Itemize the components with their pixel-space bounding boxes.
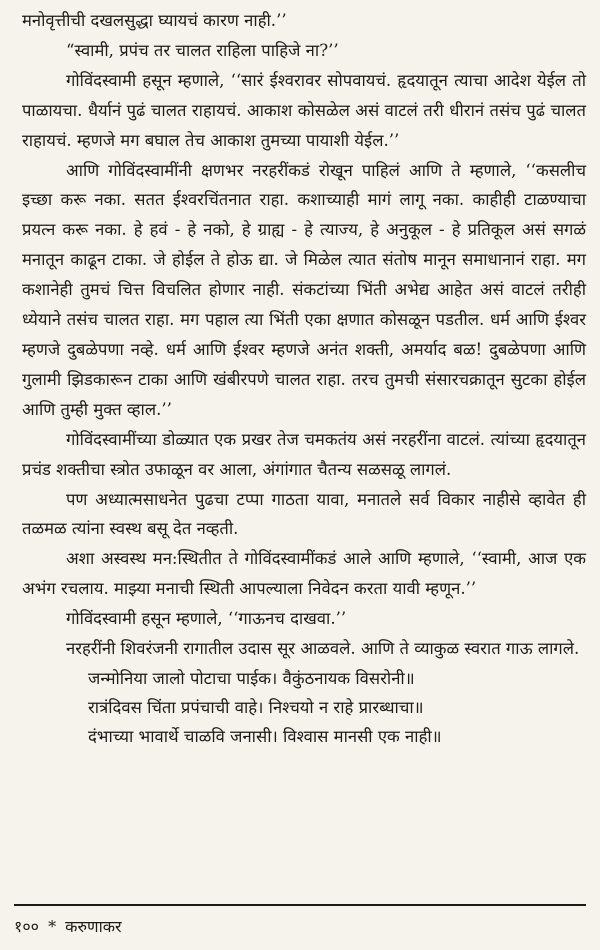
- paragraph-7: अशा अस्वस्थ मन:स्थितीत ते गोविंदस्वामींकडं आले आणि म्हणाले, ‘‘स्वामी, आज एक अभंग रचलाय. माझ्या मनाची स्थिती आपल्याला निवेदन करता यावी म्हणून.’’: [22, 549, 586, 599]
- paragraph-1: मनोवृत्तीची दखलसुद्धा घ्यायचं कारण नाही.’’: [22, 11, 287, 30]
- paragraph-5: गोविंदस्वामींच्या डोळ्यात एक प्रखर तेज चमकतंय असं नरहरींना वाटलं. त्यांच्या हृदयातून प्रचंड शक्तीचा स्त्रोत उफाळून वर आला, अंगांगात चैतन्य सळसळू लागलं.: [22, 429, 586, 479]
- verse-line-1: जन्मोनिया जालो पोटाचा पाईक। वैकुंठनायक विसरोनी॥: [88, 668, 415, 688]
- paragraph-8: गोविंदस्वामी हसून म्हणाले, ‘‘गाऊनच दाखवा.’’: [66, 609, 347, 629]
- paragraph-4: आणि गोविंदस्वामींनी क्षणभर नरहरींकडं रोखून पाहिलं आणि ते म्हणाले, ‘‘कसलीच इच्छा करू नका. सतत ईश्वरचिंतनात राहा. कशाच्याही मागं लागू नका. काहीही टाळण्याचा प्रयत्न करू नका. हे हवं - हे नको, हे ग्राह्य - हे त्याज्य, हे अनुकूल - हे प्रतिकूल असं सगळं मनातून काढून टाका. जे होईल ते होऊ द्या. जे मिळेल त्यात संतोष मानून समाधानानं राहा. मग कशानेही तुमचं चित्त विचलित होणार नाही. संकटांच्या भिंती अभेद्य आहेत असं वाटलं तरीही ध्येयाने तसंच चालत राहा. मग पहाल त्या भिंती एका क्षणात कोसळून पडतील. धर्म आणि ईश्वर म्हणजे दुबळेपणा नव्हे. धर्म आणि ईश्वर म्हणजे अनंत शक्ती, अमर्याद बळ! दुबळेपणा आणि गुलामी झिडकारून टाका आणि खंबीरपणे चालत राहा. तरच तुमची संसारचक्रातून सुटका होईल आणि तुम्ही मुक्त व्हाल.’’: [22, 160, 586, 419]
- abhang-verse: [22, 664, 586, 751]
- paragraph-3: गोविंदस्वामी हसून म्हणाले, ‘‘सारं ईश्वरावर सोपवायचं. हृदयातून त्याचा आदेश येईल तो पाळायचा. धैर्यानं पुढं चालत राहायचं. आकाश कोसळेल असं वाटलं तरी धीरानं तसंच पुढं चालत राहायचं. म्हणजे मग बघाल तेच आकाश तुमच्या पायाशी येईल.’’: [22, 70, 586, 150]
- paragraph-6: पण अध्यात्मसाधनेत पुढचा टप्पा गाठता यावा, मनातले सर्व विकार नाहीसे व्हावेत ही तळमळ त्यांना स्वस्थ बसू देत नव्हती.: [22, 489, 586, 539]
- page-number: १००: [14, 917, 39, 936]
- verse-line-3: दंभाच्या भावार्थे चाळवि जनासी। विश्वास मानसी एक नाही॥: [88, 726, 442, 746]
- page-footer: [14, 904, 586, 937]
- footer-separator: *: [48, 917, 57, 936]
- paragraph-2: “स्वामी, प्रपंच तर चालत राहिला पाहिजे ना?’’: [66, 40, 339, 60]
- paragraph-9: नरहरींनी शिवरंजनी रागातील उदास सूर आळवले. आणि ते व्याकुळ स्वरात गाऊ लागले.: [66, 639, 580, 659]
- page-body: [22, 6, 586, 664]
- book-title: करुणाकर: [65, 917, 122, 936]
- verse-line-2: रात्रंदिवस चिंता प्रपंचाची वाहे। निश्चयो न राहे प्रारब्धाचा॥: [88, 697, 424, 717]
